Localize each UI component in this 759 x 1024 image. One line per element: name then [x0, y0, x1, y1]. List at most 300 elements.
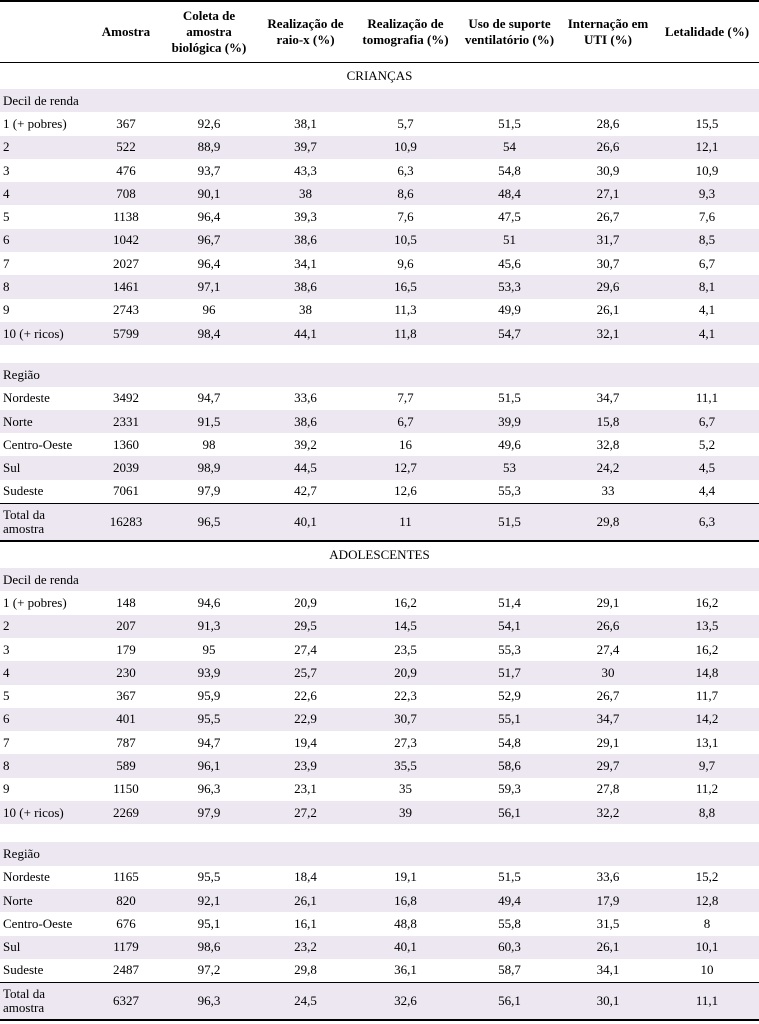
column-header-icu: Internação em UTI (%) — [561, 1, 655, 63]
table-row — [0, 433, 759, 456]
row-label: 9 — [0, 299, 92, 322]
biological-sample-cell: 98,6 — [160, 936, 258, 959]
sample-cell: 179 — [92, 638, 160, 661]
xray-cell: 23,2 — [258, 936, 353, 959]
tomography-cell: 35 — [353, 778, 458, 801]
icu-cell: 30,1 — [561, 983, 655, 1021]
table-row — [0, 387, 759, 410]
icu-cell: 26,7 — [561, 685, 655, 708]
row-label: Total da amostra — [0, 983, 92, 1021]
tomography-cell: 35,5 — [353, 754, 458, 777]
biological-sample-cell: 97,9 — [160, 480, 258, 504]
icu-cell: 24,2 — [561, 456, 655, 479]
tomography-cell: 16,2 — [353, 591, 458, 614]
sample-cell: 5799 — [92, 322, 160, 345]
tomography-cell: 16,5 — [353, 275, 458, 298]
ventilatory-support-cell: 55,8 — [458, 912, 561, 935]
tomography-cell: 12,6 — [353, 480, 458, 504]
sample-cell: 16283 — [92, 504, 160, 542]
tomography-cell: 23,5 — [353, 638, 458, 661]
tomography-cell: 5,7 — [353, 112, 458, 135]
xray-cell: 16,1 — [258, 912, 353, 935]
tomography-cell: 10,9 — [353, 136, 458, 159]
group-label-row — [0, 842, 759, 865]
table-row — [0, 731, 759, 754]
biological-sample-cell: 88,9 — [160, 136, 258, 159]
sample-cell: 1042 — [92, 229, 160, 252]
column-header-ventilatory-support: Uso de suporte ventilatório (%) — [458, 1, 561, 63]
xray-cell: 38,6 — [258, 410, 353, 433]
xray-cell: 33,6 — [258, 387, 353, 410]
table-row — [0, 866, 759, 889]
ventilatory-support-cell: 58,7 — [458, 959, 561, 983]
lethality-cell: 9,7 — [655, 754, 759, 777]
section-title-row — [0, 63, 759, 90]
sample-cell: 7061 — [92, 480, 160, 504]
ventilatory-support-cell: 56,1 — [458, 801, 561, 824]
biological-sample-cell: 96,4 — [160, 205, 258, 228]
lethality-cell: 11,1 — [655, 983, 759, 1021]
group-label: Região — [0, 842, 759, 865]
sample-cell: 476 — [92, 159, 160, 182]
tomography-cell: 39 — [353, 801, 458, 824]
lethality-cell: 10,1 — [655, 936, 759, 959]
biological-sample-cell: 97,9 — [160, 801, 258, 824]
ventilatory-support-cell: 47,5 — [458, 205, 561, 228]
icu-cell: 26,1 — [561, 299, 655, 322]
table-row — [0, 456, 759, 479]
row-label: 7 — [0, 731, 92, 754]
icu-cell: 30 — [561, 661, 655, 684]
sample-cell: 2039 — [92, 456, 160, 479]
tomography-cell: 16,8 — [353, 889, 458, 912]
xray-cell: 40,1 — [258, 504, 353, 542]
row-label: 4 — [0, 661, 92, 684]
sample-cell: 1461 — [92, 275, 160, 298]
xray-cell: 19,4 — [258, 731, 353, 754]
icu-cell: 32,8 — [561, 433, 655, 456]
xray-cell: 23,9 — [258, 754, 353, 777]
sample-cell: 820 — [92, 889, 160, 912]
icu-cell: 29,6 — [561, 275, 655, 298]
ventilatory-support-cell: 54,8 — [458, 731, 561, 754]
column-header-lethality: Letalidade (%) — [655, 1, 759, 63]
xray-cell: 39,7 — [258, 136, 353, 159]
icu-cell: 29,7 — [561, 754, 655, 777]
biological-sample-cell: 98 — [160, 433, 258, 456]
ventilatory-support-cell: 56,1 — [458, 983, 561, 1021]
ventilatory-support-cell: 55,1 — [458, 708, 561, 731]
column-header-sample: Amostra — [92, 1, 160, 63]
row-label: 8 — [0, 275, 92, 298]
table-row — [0, 480, 759, 504]
tomography-cell: 7,7 — [353, 387, 458, 410]
biological-sample-cell: 91,3 — [160, 615, 258, 638]
icu-cell: 34,7 — [561, 387, 655, 410]
table-row — [0, 778, 759, 801]
ventilatory-support-cell: 49,4 — [458, 889, 561, 912]
xray-cell: 44,5 — [258, 456, 353, 479]
spacer-row — [0, 824, 759, 842]
row-label: Sul — [0, 456, 92, 479]
biological-sample-cell: 96,1 — [160, 754, 258, 777]
column-header-tomography: Realização de tomografia (%) — [353, 1, 458, 63]
row-label: 7 — [0, 252, 92, 275]
xray-cell: 20,9 — [258, 591, 353, 614]
ventilatory-support-cell: 54,1 — [458, 615, 561, 638]
row-label: Centro-Oeste — [0, 912, 92, 935]
ventilatory-support-cell: 51,7 — [458, 661, 561, 684]
biological-sample-cell: 96,4 — [160, 252, 258, 275]
sample-cell: 6327 — [92, 983, 160, 1021]
biological-sample-cell: 90,1 — [160, 182, 258, 205]
lethality-cell: 12,8 — [655, 889, 759, 912]
ventilatory-support-cell: 51,4 — [458, 591, 561, 614]
ventilatory-support-cell: 49,6 — [458, 433, 561, 456]
icu-cell: 27,4 — [561, 638, 655, 661]
lethality-cell: 16,2 — [655, 591, 759, 614]
biological-sample-cell: 98,9 — [160, 456, 258, 479]
icu-cell: 33 — [561, 480, 655, 504]
xray-cell: 23,1 — [258, 778, 353, 801]
table-row — [0, 708, 759, 731]
row-label: Norte — [0, 889, 92, 912]
xray-cell: 42,7 — [258, 480, 353, 504]
ventilatory-support-cell: 60,3 — [458, 936, 561, 959]
ventilatory-support-cell: 58,6 — [458, 754, 561, 777]
group-label: Decil de renda — [0, 89, 759, 112]
sample-cell: 367 — [92, 685, 160, 708]
sample-cell: 2331 — [92, 410, 160, 433]
table-body — [0, 63, 759, 1021]
table-row — [0, 159, 759, 182]
ventilatory-support-cell: 39,9 — [458, 410, 561, 433]
ventilatory-support-cell: 51,5 — [458, 866, 561, 889]
biological-sample-cell: 96,3 — [160, 778, 258, 801]
xray-cell: 29,8 — [258, 959, 353, 983]
icu-cell: 30,9 — [561, 159, 655, 182]
tomography-cell: 10,5 — [353, 229, 458, 252]
icu-cell: 34,7 — [561, 708, 655, 731]
group-label-row — [0, 568, 759, 591]
icu-cell: 17,9 — [561, 889, 655, 912]
lethality-cell: 5,2 — [655, 433, 759, 456]
tomography-cell: 14,5 — [353, 615, 458, 638]
biological-sample-cell: 95 — [160, 638, 258, 661]
tomography-cell: 19,1 — [353, 866, 458, 889]
ventilatory-support-cell: 53,3 — [458, 275, 561, 298]
spacer-cell — [0, 824, 759, 842]
xray-cell: 22,6 — [258, 685, 353, 708]
table-row — [0, 615, 759, 638]
table-header — [0, 1, 759, 63]
tomography-cell: 6,3 — [353, 159, 458, 182]
icu-cell: 26,6 — [561, 615, 655, 638]
ventilatory-support-cell: 51,5 — [458, 112, 561, 135]
biological-sample-cell: 93,9 — [160, 661, 258, 684]
column-header-label — [0, 1, 92, 63]
lethality-cell: 6,7 — [655, 252, 759, 275]
tomography-cell: 11,8 — [353, 322, 458, 345]
table-row — [0, 959, 759, 983]
xray-cell: 38 — [258, 182, 353, 205]
row-label: Total da amostra — [0, 504, 92, 542]
row-label: Norte — [0, 410, 92, 433]
tomography-cell: 27,3 — [353, 731, 458, 754]
lethality-cell: 4,1 — [655, 299, 759, 322]
table-row — [0, 205, 759, 228]
xray-cell: 27,2 — [258, 801, 353, 824]
xray-cell: 18,4 — [258, 866, 353, 889]
table-row — [0, 685, 759, 708]
icu-cell: 32,2 — [561, 801, 655, 824]
sample-cell: 1138 — [92, 205, 160, 228]
xray-cell: 22,9 — [258, 708, 353, 731]
row-label: 8 — [0, 754, 92, 777]
row-label: Centro-Oeste — [0, 433, 92, 456]
xray-cell: 26,1 — [258, 889, 353, 912]
group-label-row — [0, 89, 759, 112]
table-row — [0, 410, 759, 433]
total-row — [0, 504, 759, 542]
lethality-cell: 4,1 — [655, 322, 759, 345]
icu-cell: 26,6 — [561, 136, 655, 159]
xray-cell: 39,2 — [258, 433, 353, 456]
lethality-cell: 8,1 — [655, 275, 759, 298]
tomography-cell: 8,6 — [353, 182, 458, 205]
row-label: 1 (+ pobres) — [0, 591, 92, 614]
tomography-cell: 20,9 — [353, 661, 458, 684]
table-row — [0, 229, 759, 252]
section-title-row — [0, 541, 759, 568]
sample-cell: 1179 — [92, 936, 160, 959]
sample-cell: 401 — [92, 708, 160, 731]
xray-cell: 24,5 — [258, 983, 353, 1021]
group-label-row — [0, 363, 759, 386]
tomography-cell: 30,7 — [353, 708, 458, 731]
ventilatory-support-cell: 54 — [458, 136, 561, 159]
row-label: 6 — [0, 708, 92, 731]
table-row — [0, 638, 759, 661]
row-label: Sudeste — [0, 480, 92, 504]
tomography-cell: 11 — [353, 504, 458, 542]
icu-cell: 31,5 — [561, 912, 655, 935]
lethality-cell: 11,7 — [655, 685, 759, 708]
biological-sample-cell: 97,1 — [160, 275, 258, 298]
table-row — [0, 912, 759, 935]
sample-cell: 207 — [92, 615, 160, 638]
icu-cell: 26,7 — [561, 205, 655, 228]
icu-cell: 32,1 — [561, 322, 655, 345]
tomography-cell: 22,3 — [353, 685, 458, 708]
xray-cell: 38,1 — [258, 112, 353, 135]
xray-cell: 39,3 — [258, 205, 353, 228]
sample-cell: 522 — [92, 136, 160, 159]
tomography-cell: 32,6 — [353, 983, 458, 1021]
xray-cell: 44,1 — [258, 322, 353, 345]
row-label: 10 (+ ricos) — [0, 322, 92, 345]
tomography-cell: 7,6 — [353, 205, 458, 228]
table-row — [0, 252, 759, 275]
icu-cell: 27,8 — [561, 778, 655, 801]
biological-sample-cell: 91,5 — [160, 410, 258, 433]
row-label: 10 (+ ricos) — [0, 801, 92, 824]
tomography-cell: 36,1 — [353, 959, 458, 983]
table-row — [0, 322, 759, 345]
lethality-cell: 13,1 — [655, 731, 759, 754]
tomography-cell: 9,6 — [353, 252, 458, 275]
total-row — [0, 983, 759, 1021]
tomography-cell: 16 — [353, 433, 458, 456]
sample-cell: 1150 — [92, 778, 160, 801]
biological-sample-cell: 96,7 — [160, 229, 258, 252]
biological-sample-cell: 93,7 — [160, 159, 258, 182]
spacer-cell — [0, 345, 759, 363]
sample-cell: 2743 — [92, 299, 160, 322]
xray-cell: 34,1 — [258, 252, 353, 275]
biological-sample-cell: 94,7 — [160, 731, 258, 754]
sample-cell: 589 — [92, 754, 160, 777]
biological-sample-cell: 92,1 — [160, 889, 258, 912]
row-label: 3 — [0, 159, 92, 182]
table-row — [0, 112, 759, 135]
icu-cell: 29,1 — [561, 591, 655, 614]
lethality-cell: 4,4 — [655, 480, 759, 504]
row-label: Nordeste — [0, 387, 92, 410]
ventilatory-support-cell: 59,3 — [458, 778, 561, 801]
lethality-cell: 4,5 — [655, 456, 759, 479]
row-label: 2 — [0, 615, 92, 638]
lethality-cell: 11,2 — [655, 778, 759, 801]
biological-sample-cell: 92,6 — [160, 112, 258, 135]
table-row — [0, 299, 759, 322]
sample-cell: 1360 — [92, 433, 160, 456]
tomography-cell: 48,8 — [353, 912, 458, 935]
xray-cell: 29,5 — [258, 615, 353, 638]
table-row — [0, 591, 759, 614]
table-row — [0, 754, 759, 777]
ventilatory-support-cell: 52,9 — [458, 685, 561, 708]
lethality-cell: 15,2 — [655, 866, 759, 889]
biological-sample-cell: 95,9 — [160, 685, 258, 708]
table-row — [0, 661, 759, 684]
group-label: Decil de renda — [0, 568, 759, 591]
table-row — [0, 936, 759, 959]
row-label: Nordeste — [0, 866, 92, 889]
tomography-cell: 12,7 — [353, 456, 458, 479]
xray-cell: 38,6 — [258, 275, 353, 298]
icu-cell: 29,8 — [561, 504, 655, 542]
icu-cell: 33,6 — [561, 866, 655, 889]
row-label: 3 — [0, 638, 92, 661]
lethality-cell: 8,5 — [655, 229, 759, 252]
row-label: Sudeste — [0, 959, 92, 983]
table-row — [0, 801, 759, 824]
ventilatory-support-cell: 54,7 — [458, 322, 561, 345]
xray-cell: 38,6 — [258, 229, 353, 252]
row-label: 2 — [0, 136, 92, 159]
xray-cell: 43,3 — [258, 159, 353, 182]
biological-sample-cell: 95,5 — [160, 708, 258, 731]
biological-sample-cell: 94,7 — [160, 387, 258, 410]
lethality-cell: 14,8 — [655, 661, 759, 684]
lethality-cell: 10,9 — [655, 159, 759, 182]
ventilatory-support-cell: 51,5 — [458, 504, 561, 542]
lethality-cell: 13,5 — [655, 615, 759, 638]
ventilatory-support-cell: 54,8 — [458, 159, 561, 182]
xray-cell: 27,4 — [258, 638, 353, 661]
lethality-cell: 15,5 — [655, 112, 759, 135]
icu-cell: 27,1 — [561, 182, 655, 205]
section-title: CRIANÇAS — [0, 63, 759, 90]
tomography-cell: 40,1 — [353, 936, 458, 959]
sample-cell: 230 — [92, 661, 160, 684]
sample-cell: 148 — [92, 591, 160, 614]
biological-sample-cell: 96,3 — [160, 983, 258, 1021]
sample-cell: 676 — [92, 912, 160, 935]
ventilatory-support-cell: 55,3 — [458, 480, 561, 504]
sample-cell: 367 — [92, 112, 160, 135]
table-row — [0, 889, 759, 912]
lethality-cell: 10 — [655, 959, 759, 983]
lethality-cell: 11,1 — [655, 387, 759, 410]
column-header-biological-sample: Coleta de amostra biológica (%) — [160, 1, 258, 63]
lethality-cell: 7,6 — [655, 205, 759, 228]
row-label: Sul — [0, 936, 92, 959]
lethality-cell: 14,2 — [655, 708, 759, 731]
header-row — [0, 1, 759, 63]
lethality-cell: 9,3 — [655, 182, 759, 205]
row-label: 6 — [0, 229, 92, 252]
biological-sample-cell: 96,5 — [160, 504, 258, 542]
icu-cell: 29,1 — [561, 731, 655, 754]
ventilatory-support-cell: 49,9 — [458, 299, 561, 322]
ventilatory-support-cell: 51,5 — [458, 387, 561, 410]
table-row — [0, 182, 759, 205]
icu-cell: 15,8 — [561, 410, 655, 433]
ventilatory-support-cell: 51 — [458, 229, 561, 252]
row-label: 5 — [0, 205, 92, 228]
section-title: ADOLESCENTES — [0, 541, 759, 568]
sample-cell: 3492 — [92, 387, 160, 410]
sample-cell: 2487 — [92, 959, 160, 983]
table-row — [0, 136, 759, 159]
biological-sample-cell: 96 — [160, 299, 258, 322]
group-label: Região — [0, 363, 759, 386]
row-label: 4 — [0, 182, 92, 205]
ventilatory-support-cell: 45,6 — [458, 252, 561, 275]
lethality-cell: 6,7 — [655, 410, 759, 433]
lethality-cell: 8 — [655, 912, 759, 935]
sample-cell: 2027 — [92, 252, 160, 275]
lethality-cell: 8,8 — [655, 801, 759, 824]
biological-sample-cell: 94,6 — [160, 591, 258, 614]
icu-cell: 34,1 — [561, 959, 655, 983]
lethality-cell: 12,1 — [655, 136, 759, 159]
lethality-cell: 6,3 — [655, 504, 759, 542]
biological-sample-cell: 98,4 — [160, 322, 258, 345]
sample-cell: 2269 — [92, 801, 160, 824]
biological-sample-cell: 95,5 — [160, 866, 258, 889]
icu-cell: 31,7 — [561, 229, 655, 252]
row-label: 9 — [0, 778, 92, 801]
ventilatory-support-cell: 55,3 — [458, 638, 561, 661]
ventilatory-support-cell: 53 — [458, 456, 561, 479]
biological-sample-cell: 95,1 — [160, 912, 258, 935]
icu-cell: 28,6 — [561, 112, 655, 135]
row-label: 1 (+ pobres) — [0, 112, 92, 135]
spacer-row — [0, 345, 759, 363]
